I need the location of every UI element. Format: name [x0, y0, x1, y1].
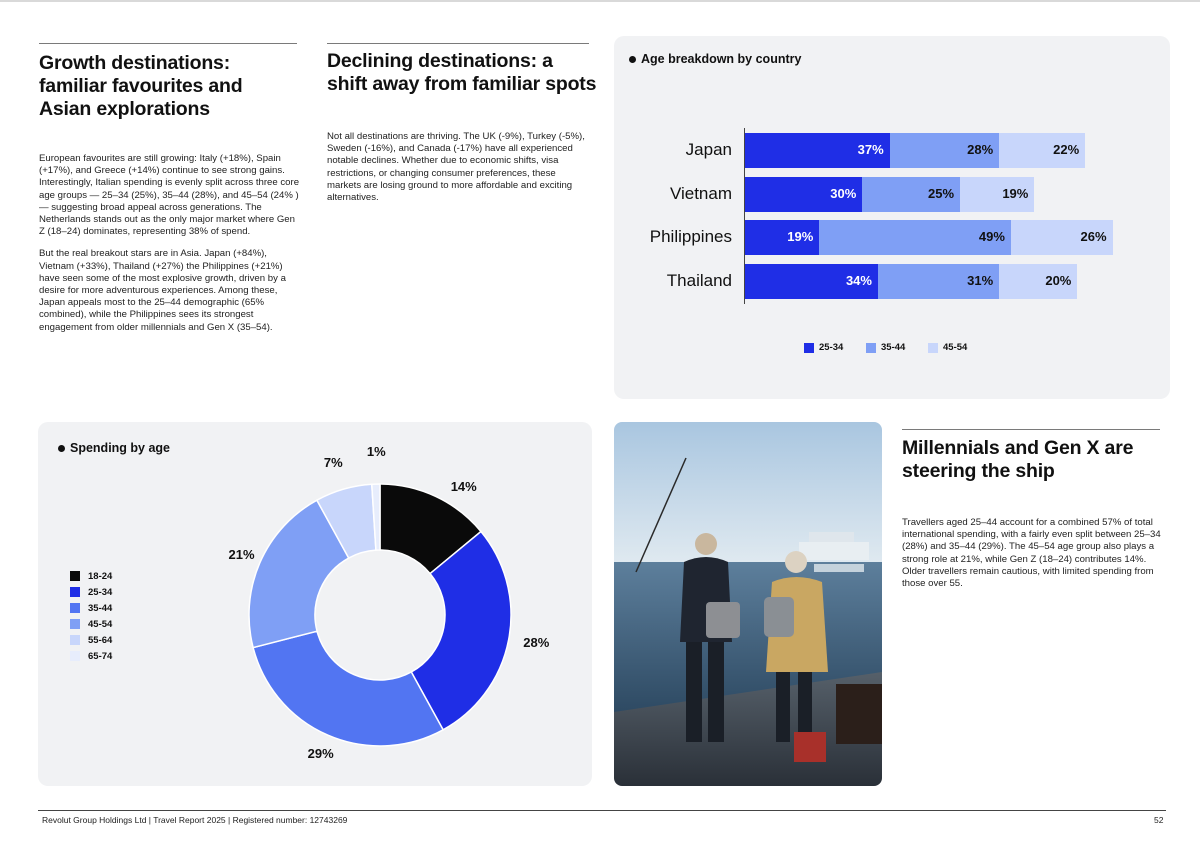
bar-value-vietnam-35-44: 25% [928, 185, 955, 201]
legend-label: 35-44 [88, 602, 113, 614]
bar-value-vietnam-25-34: 30% [830, 185, 857, 201]
bullet-icon [629, 56, 636, 63]
growth-body [39, 153, 301, 344]
millennials-rule [902, 429, 1160, 430]
age-breakdown-title [629, 52, 801, 66]
legend-label: 35-44 [881, 342, 906, 353]
bar-value-japan-35-44: 28% [967, 142, 994, 157]
spending-by-age-title-text: Spending by age [70, 441, 171, 455]
bar-label-vietnam: Vietnam [669, 183, 732, 203]
bar-label-japan: Japan [685, 140, 732, 159]
bar-value-japan-25-34: 37% [857, 142, 884, 157]
legend-label: 18-24 [88, 570, 113, 582]
bar-value-vietnam-45-54: 19% [1002, 185, 1029, 201]
donut-label-18-24: 14% [450, 479, 477, 495]
legend-label: 45-54 [88, 618, 113, 630]
growth-heading: Growth destinations: familiar favourites and Asian explorations [39, 52, 243, 120]
top-border [0, 0, 1200, 2]
bar-value-philippines-35-44: 49% [978, 229, 1005, 244]
travellers-fishing-photo [614, 422, 882, 786]
bar-value-philippines-45-54: 26% [1080, 229, 1107, 244]
donut-label-55-64: 7% [323, 455, 343, 471]
age-breakdown-title-text: Age breakdown by country [641, 52, 802, 66]
growth-rule [39, 43, 297, 44]
bar-value-philippines-25-34: 19% [787, 229, 814, 244]
bar-value-thailand-25-34: 34% [845, 272, 872, 288]
donut-label-65-74: 1% [366, 444, 386, 460]
footer-text: Revolut Group Holdings Ltd | Travel Report 2025 | Registered number: 12743269 [42, 815, 348, 825]
declining-paragraph-1: Not all destinations are thriving. The UK (-9%), Turkey (-5%), Sweden (-16%), and Canada (-17%) have all experienced notable declines. Whether due to economic shifts, visa restrictions, or changing consumer preferences, these markets are losing ground to more affordable and exciting alternatives. [327, 131, 585, 204]
age-breakdown-card [614, 36, 1170, 399]
donut-slice-35-44 [253, 631, 443, 746]
legend-label: 25-34 [819, 342, 844, 353]
legend-label: 55-64 [88, 634, 113, 646]
legend-item-25-34 [804, 342, 843, 353]
footer-rule [38, 810, 1166, 811]
declining-body [327, 131, 589, 214]
legend-swatch [804, 343, 814, 353]
growth-paragraph-2: But the real breakout stars are in Asia. Japan (+84%), Vietnam (+33%), Thailand (+27%) the Philippines (+21%) have seen some of the most explosive growth, driven by a desire for more adventurous experiences. Among these, Japan appeals most to the 25–44 demographic (65% combined), while the Philippines sees its strongest engagement from older millennials and Gen X (35–54). [39, 248, 286, 333]
bar-value-thailand-35-44: 31% [967, 272, 994, 288]
millennials-paragraph-1: Travellers aged 25–44 account for a combined 57% of total international spending, with a fairly even split between 25–34 (28%) and 35–44 (29%). The 45–54 age group also plays a strong role at 21%, while Gen Z (18–24) contributes 14%. Older travellers remain cautious, with limited spending from those over 55. [902, 517, 1161, 590]
legend-swatch [928, 343, 938, 353]
bar-value-japan-45-54: 22% [1053, 142, 1080, 157]
growth-paragraph-1: European favourites are still growing: Italy (+18%), Spain (+17%), and Greece (+14%) continue to see strong gains. Interestingly, Italian spending is evenly split across three core age groups — 25–34 (25%), 35–44 (28%), and 45–54 (24% )— suggesting broad appeal across generations. The Netherlands stands out as the only major market where Gen Z (18–24) dominates, representing 38% of spend. [39, 153, 300, 238]
legend-label: 25-34 [88, 586, 113, 598]
legend-swatch [866, 343, 876, 353]
declining-rule [327, 43, 589, 44]
page-number: 52 [1154, 815, 1164, 825]
donut-label-45-54: 21% [228, 546, 255, 562]
donut-label-35-44: 29% [307, 746, 334, 762]
declining-heading: Declining destinations: a shift away from familiar spots [327, 50, 597, 95]
bar-value-thailand-45-54: 20% [1045, 272, 1072, 288]
seaside-illustration [614, 422, 882, 786]
spending-by-age-card [38, 422, 592, 786]
millennials-body [902, 517, 1164, 600]
donut-label-25-34: 28% [523, 635, 550, 651]
spending-donut-chart [38, 422, 592, 786]
bar-label-philippines: Philippines [649, 227, 732, 246]
millennials-heading: Millennials and Gen X are steering the ship [902, 437, 1134, 482]
legend-label: 65-74 [88, 650, 113, 662]
bar-label-thailand: Thailand [666, 270, 732, 290]
legend-item-35-44 [866, 342, 905, 353]
legend-item-45-54 [928, 342, 967, 353]
legend-label: 45-54 [943, 342, 968, 353]
